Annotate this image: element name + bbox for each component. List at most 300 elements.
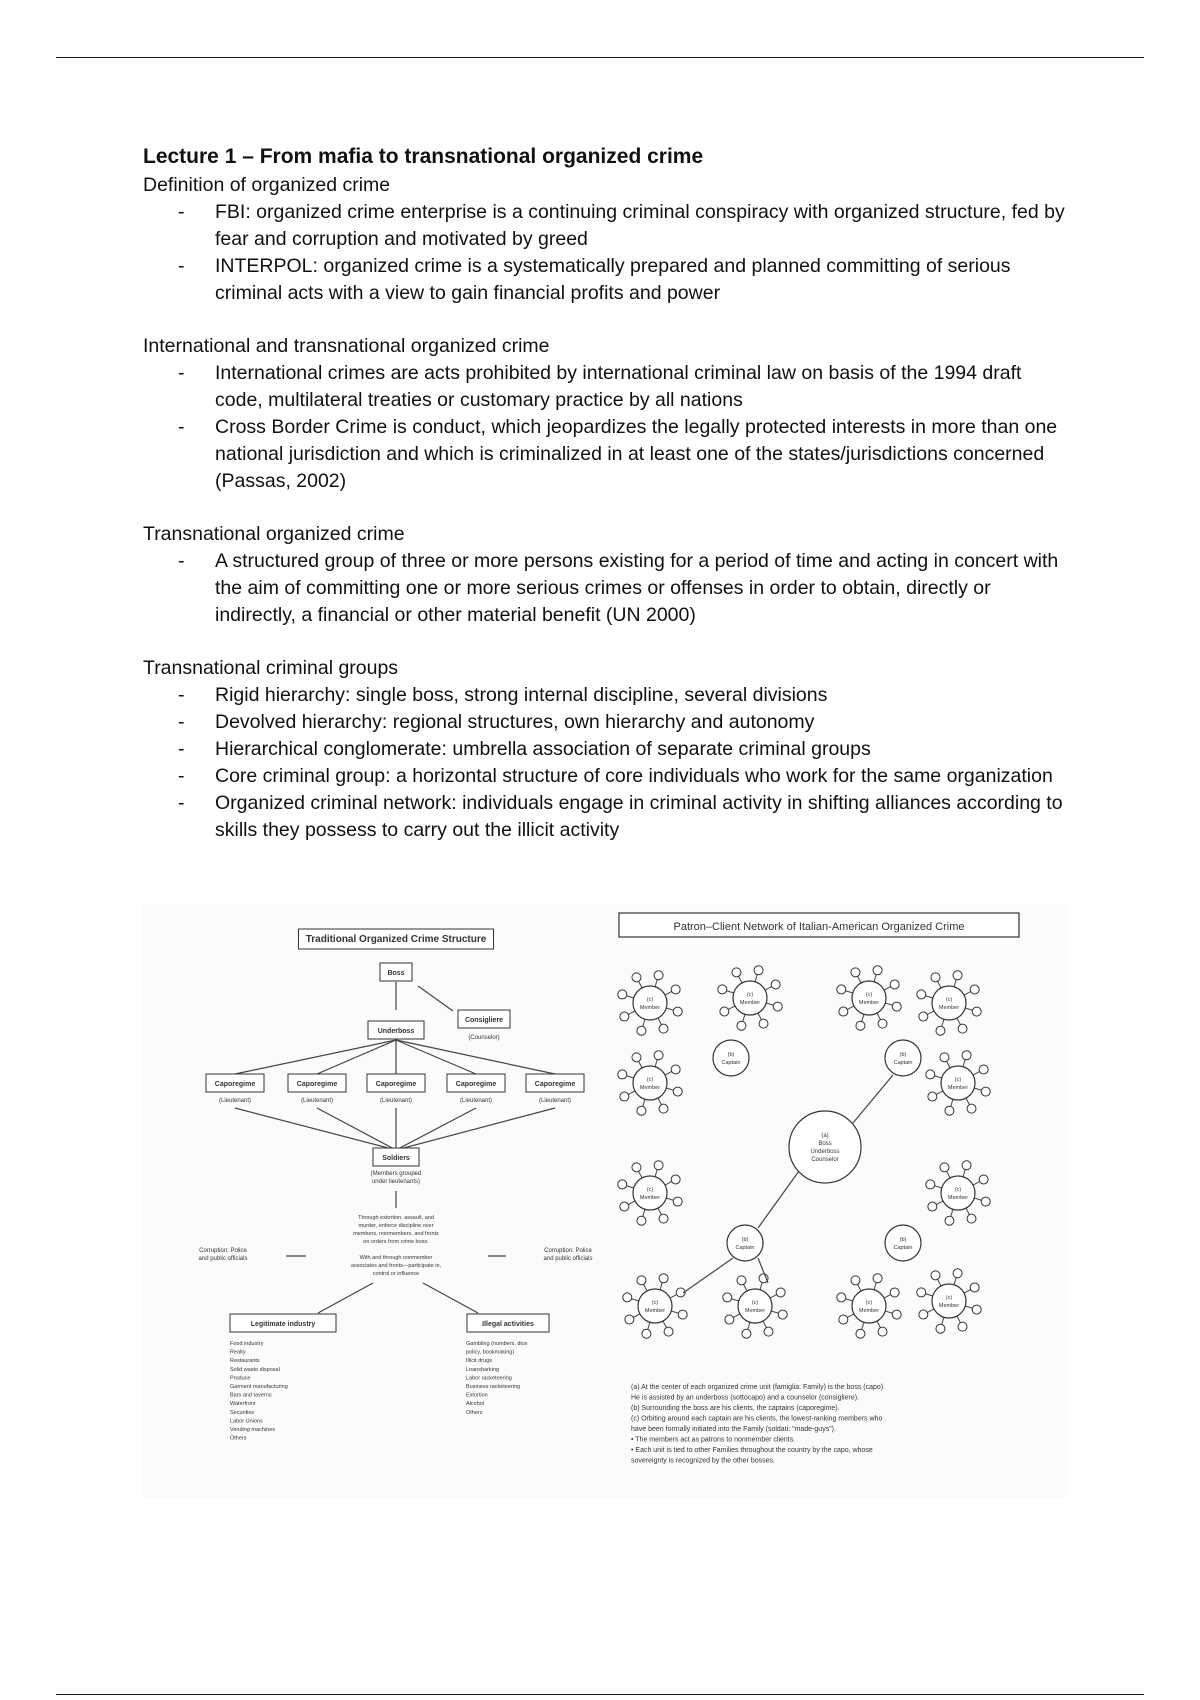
section-heading: International and transnational organized crime xyxy=(143,335,550,357)
client-circle xyxy=(945,1216,954,1225)
client-spoke xyxy=(665,1181,672,1185)
network-note: • The members act as patrons to nonmember clients. xyxy=(631,1436,796,1444)
client-spoke xyxy=(845,991,853,993)
client-circle xyxy=(981,1087,990,1096)
client-circle xyxy=(618,1180,627,1189)
client-circle xyxy=(962,1051,971,1060)
captain-member-link xyxy=(683,1258,733,1293)
section xyxy=(143,655,1073,844)
header-rule xyxy=(56,57,1144,58)
illegal-item: Loansharking xyxy=(466,1366,500,1373)
client-circle xyxy=(967,1214,976,1223)
client-spoke xyxy=(770,1294,777,1298)
network-title: Patron–Client Network of Italian-American Organized Crime xyxy=(673,921,965,933)
client-spoke xyxy=(946,1061,950,1068)
connector-line xyxy=(317,1108,396,1150)
client-circle xyxy=(851,968,860,977)
client-spoke xyxy=(758,1013,762,1020)
network-note: (b) Surrounding the boss are his clients, the captains (caporegime). xyxy=(631,1405,840,1412)
member-label: Member xyxy=(644,1308,666,1314)
client-spoke xyxy=(666,1088,674,1090)
client-circle xyxy=(958,1024,967,1033)
client-circle xyxy=(654,1161,663,1170)
client-circle xyxy=(979,1065,988,1074)
member-label: (c) xyxy=(646,997,654,1003)
network-note: • Each unit is tied to other Families throughout the country by the capo, whose xyxy=(631,1447,873,1454)
client-spoke xyxy=(942,1317,944,1325)
client-spoke xyxy=(847,1006,854,1010)
client-circle xyxy=(778,1310,787,1319)
connector-line xyxy=(235,1108,396,1150)
boss-label: Boss xyxy=(818,1141,832,1147)
legit-item: Realty xyxy=(230,1349,246,1356)
legitimate-industry-label: Legitimate industry xyxy=(250,1321,316,1328)
member-label: Member xyxy=(858,1000,880,1006)
client-spoke xyxy=(966,1098,970,1105)
captain-label: (b) xyxy=(727,1052,735,1058)
illegal-item: Gambling (numbers, dice xyxy=(466,1341,528,1347)
client-circle xyxy=(654,1051,663,1060)
client-circle xyxy=(673,1007,682,1016)
client-spoke xyxy=(942,1019,944,1027)
boss-label: Boss xyxy=(387,970,405,977)
client-spoke xyxy=(743,1284,747,1291)
client-spoke xyxy=(766,1003,774,1005)
client-circle xyxy=(917,990,926,999)
client-spoke xyxy=(658,1098,662,1105)
member-label: Member xyxy=(639,1085,661,1091)
client-circle xyxy=(771,980,780,989)
legit-item: Bars and taverns xyxy=(230,1392,272,1399)
associates-text: With and through nonmember xyxy=(359,1255,433,1261)
client-circle xyxy=(926,1180,935,1189)
client-circle xyxy=(754,966,763,975)
document-body xyxy=(143,143,1073,870)
client-circle xyxy=(659,1104,668,1113)
member-circle xyxy=(633,1066,667,1100)
member-label: Member xyxy=(947,1195,969,1201)
legit-item: Restaurants xyxy=(230,1358,260,1365)
member-label: Member xyxy=(938,1005,960,1011)
client-circle xyxy=(890,980,899,989)
client-circle xyxy=(945,1106,954,1115)
member-label: (c) xyxy=(945,1295,953,1301)
client-spoke xyxy=(670,1294,677,1298)
client-circle xyxy=(839,1007,848,1016)
client-circle xyxy=(678,1310,687,1319)
client-circle xyxy=(642,1329,651,1338)
network-note: sovereignty is recognized by the other bosses. xyxy=(631,1457,775,1465)
client-circle xyxy=(917,1288,926,1297)
member-circle xyxy=(738,1289,772,1323)
traditional-structure-diagram xyxy=(143,903,603,1498)
client-circle xyxy=(618,1070,627,1079)
client-spoke xyxy=(957,1316,961,1323)
captain-circle xyxy=(727,1225,763,1261)
underboss-label: Underboss xyxy=(377,1028,415,1035)
client-spoke xyxy=(877,1013,881,1020)
connector-line xyxy=(396,1040,476,1074)
client-spoke xyxy=(964,991,971,995)
client-spoke xyxy=(954,1277,956,1285)
client-spoke xyxy=(666,1008,674,1010)
client-spoke xyxy=(633,1314,640,1318)
member-label: Member xyxy=(639,1195,661,1201)
member-circle xyxy=(852,981,886,1015)
client-spoke xyxy=(937,981,941,988)
member-circle xyxy=(941,1176,975,1210)
client-circle xyxy=(972,1305,981,1314)
client-spoke xyxy=(951,1099,953,1107)
connector-line xyxy=(235,1040,396,1074)
client-circle xyxy=(776,1288,785,1297)
corruption-left: and public officials xyxy=(198,1256,248,1262)
legit-item: Produce xyxy=(230,1375,251,1382)
client-spoke xyxy=(643,1099,645,1107)
client-spoke xyxy=(885,1003,893,1005)
client-spoke xyxy=(743,1014,745,1022)
member-label: (c) xyxy=(954,1187,962,1193)
client-spoke xyxy=(966,1208,970,1215)
bullet-list xyxy=(143,199,1073,307)
client-spoke xyxy=(655,1169,657,1177)
illegal-item: policy, bookmaking) xyxy=(466,1349,515,1356)
client-spoke xyxy=(655,979,657,987)
illegal-item: Extortion xyxy=(466,1392,488,1399)
client-circle xyxy=(928,1202,937,1211)
client-circle xyxy=(773,1002,782,1011)
list-item: - Rigid hierarchy: single boss, strong internal discipline, several divisions xyxy=(215,682,1073,709)
client-circle xyxy=(737,1276,746,1285)
list-item: - Core criminal group: a horizontal structure of core individuals who work for the same organization xyxy=(215,763,1073,790)
illegal-item: Illicit drugs xyxy=(466,1358,492,1365)
client-spoke xyxy=(874,974,876,982)
client-circle xyxy=(637,1106,646,1115)
method-text: murder, enforce discipline over xyxy=(358,1223,434,1229)
client-circle xyxy=(972,1007,981,1016)
captain-circle xyxy=(885,1225,921,1261)
connector-line xyxy=(318,1283,373,1313)
client-circle xyxy=(873,966,882,975)
client-circle xyxy=(673,1087,682,1096)
client-circle xyxy=(936,1026,945,1035)
client-circle xyxy=(958,1322,967,1331)
client-circle xyxy=(919,1012,928,1021)
client-spoke xyxy=(877,1321,881,1328)
member-label: Member xyxy=(947,1085,969,1091)
client-circle xyxy=(637,1026,646,1035)
illegal-item: Business racketeering xyxy=(466,1384,521,1390)
legit-item: Garment manufacturing xyxy=(230,1384,288,1390)
caporegime-3-label: Caporegime xyxy=(375,1081,417,1088)
client-spoke xyxy=(965,1008,973,1010)
corruption-right: Corruption: Police xyxy=(544,1248,592,1254)
client-spoke xyxy=(973,1181,980,1185)
lieutenant-label: (Lieutenant) xyxy=(379,1098,413,1104)
client-circle xyxy=(873,1274,882,1283)
client-spoke xyxy=(628,1091,635,1095)
connector-line xyxy=(396,1040,555,1074)
boss-label: Counselor xyxy=(811,1157,839,1163)
client-circle xyxy=(673,1197,682,1206)
client-spoke xyxy=(660,1282,662,1290)
client-circle xyxy=(723,1293,732,1302)
member-label: (c) xyxy=(954,1077,962,1083)
member-label: (c) xyxy=(751,1300,759,1306)
client-circle xyxy=(970,1283,979,1292)
client-spoke xyxy=(965,1306,973,1308)
member-circle xyxy=(932,1284,966,1318)
client-circle xyxy=(931,1271,940,1280)
client-circle xyxy=(659,1214,668,1223)
client-circle xyxy=(926,1070,935,1079)
client-circle xyxy=(632,973,641,982)
client-spoke xyxy=(946,1171,950,1178)
client-spoke xyxy=(847,1314,854,1318)
section-heading: Transnational organized crime xyxy=(143,523,405,545)
captain-circle xyxy=(713,1040,749,1076)
list-item: - A structured group of three or more persons existing for a period of time and acting in concert with the aim of committing one or more serious crimes or offenses in order to obtain, directly or indirectly, a financial or other material benefit (UN 2000) xyxy=(215,548,1073,629)
client-circle xyxy=(659,1024,668,1033)
client-circle xyxy=(953,1269,962,1278)
lieutenant-label: (Lieutenant) xyxy=(218,1098,252,1104)
captain-label: Captain xyxy=(721,1060,741,1066)
member-label: (c) xyxy=(646,1187,654,1193)
list-item: - FBI: organized crime enterprise is a continuing criminal conspiracy with organized structure, fed by fear and corruption and motivated by greed xyxy=(215,199,1073,253)
client-circle xyxy=(878,1019,887,1028)
legit-item: Solid waste disposal xyxy=(230,1366,280,1373)
captain-label: Captain xyxy=(893,1245,913,1251)
client-circle xyxy=(970,985,979,994)
member-circle xyxy=(638,1289,672,1323)
client-spoke xyxy=(936,1201,943,1205)
captain-label: (b) xyxy=(899,1052,907,1058)
section xyxy=(143,172,1073,307)
client-spoke xyxy=(643,1284,647,1291)
client-spoke xyxy=(963,1169,965,1177)
client-circle xyxy=(892,1002,901,1011)
client-spoke xyxy=(666,1198,674,1200)
client-circle xyxy=(637,1276,646,1285)
legit-item: Labor Unions xyxy=(230,1418,263,1425)
caporegime-4-label: Caporegime xyxy=(455,1081,497,1088)
client-spoke xyxy=(658,1208,662,1215)
client-circle xyxy=(764,1327,773,1336)
client-spoke xyxy=(731,1299,739,1301)
client-spoke xyxy=(964,1289,971,1293)
legit-item: Vending machines xyxy=(230,1427,275,1433)
member-label: Member xyxy=(938,1303,960,1309)
connector-line xyxy=(396,1108,476,1150)
client-spoke xyxy=(631,1299,639,1301)
client-spoke xyxy=(974,1088,982,1090)
client-circle xyxy=(928,1092,937,1101)
list-item: - Cross Border Crime is conduct, which jeopardizes the legally protected interests in more than one national jurisdiction and which is criminalized in at least one of the states/jurisdictions concerned (Passas, 2002) xyxy=(215,414,1073,495)
network-note: (c) Orbiting around each captain are his clients, the lowest-ranking members who xyxy=(631,1415,883,1423)
soldiers-label: Soldiers xyxy=(382,1155,410,1162)
corruption-right: and public officials xyxy=(543,1256,593,1262)
boss-label: Underboss xyxy=(810,1149,840,1155)
member-label: (c) xyxy=(945,997,953,1003)
client-spoke xyxy=(874,1282,876,1290)
client-spoke xyxy=(954,979,956,987)
client-spoke xyxy=(628,1201,635,1205)
patron-client-network-diagram xyxy=(613,903,1068,1498)
client-spoke xyxy=(884,986,891,990)
client-spoke xyxy=(638,1061,642,1068)
client-circle xyxy=(625,1315,634,1324)
client-spoke xyxy=(937,1279,941,1286)
consigliere-label: Consigliere xyxy=(464,1017,504,1024)
client-spoke xyxy=(885,1311,893,1313)
client-circle xyxy=(878,1327,887,1336)
client-circle xyxy=(936,1324,945,1333)
member-label: (c) xyxy=(646,1077,654,1083)
member-label: Member xyxy=(739,1000,761,1006)
lieutenant-label: (Lieutenant) xyxy=(459,1098,493,1104)
client-circle xyxy=(837,1293,846,1302)
bullet-list xyxy=(143,360,1073,495)
client-circle xyxy=(659,1274,668,1283)
client-circle xyxy=(962,1161,971,1170)
client-circle xyxy=(967,1104,976,1113)
client-spoke xyxy=(655,1059,657,1067)
client-spoke xyxy=(973,1071,980,1075)
boss-circle xyxy=(789,1111,861,1183)
connector-line xyxy=(317,1040,396,1074)
client-circle xyxy=(620,1012,629,1021)
caporegime-1-label: Caporegime xyxy=(214,1081,256,1088)
lieutenant-label: (Lieutenant) xyxy=(300,1098,334,1104)
captain-label: Captain xyxy=(893,1060,913,1066)
client-circle xyxy=(851,1276,860,1285)
connector-line xyxy=(418,986,453,1011)
client-spoke xyxy=(638,1171,642,1178)
patron-link xyxy=(853,1075,893,1123)
network-note: He is assisted by an underboss (sottocapo) and a counselor (consigliere). xyxy=(631,1394,860,1402)
client-circle xyxy=(979,1175,988,1184)
caporegime-2-label: Caporegime xyxy=(296,1081,338,1088)
client-spoke xyxy=(857,976,861,983)
associates-text: control or influence xyxy=(372,1271,420,1277)
client-circle xyxy=(664,1327,673,1336)
legit-item: Food industry xyxy=(230,1341,264,1347)
client-circle xyxy=(940,1163,949,1172)
client-spoke xyxy=(728,1006,735,1010)
member-label: (c) xyxy=(865,992,873,998)
associates-text: associates and fronts—participate in, xyxy=(350,1263,442,1269)
client-circle xyxy=(981,1197,990,1206)
client-spoke xyxy=(934,1186,942,1188)
illegal-item: Others xyxy=(466,1409,483,1416)
client-spoke xyxy=(925,1294,933,1296)
client-spoke xyxy=(862,1322,864,1330)
client-spoke xyxy=(671,1311,679,1313)
client-spoke xyxy=(936,1091,943,1095)
client-spoke xyxy=(927,1011,934,1015)
client-circle xyxy=(620,1202,629,1211)
member-label: Member xyxy=(744,1308,766,1314)
list-item: - Organized criminal network: individuals engage in criminal activity in shifting alliances according to skills they possess to carry out the illicit activity xyxy=(215,790,1073,844)
section-heading: Transnational criminal groups xyxy=(143,657,399,679)
method-text: members, nonmembers, and frontz xyxy=(353,1231,439,1237)
client-spoke xyxy=(957,1018,961,1025)
client-circle xyxy=(856,1329,865,1338)
member-label: (c) xyxy=(865,1300,873,1306)
bullet-list xyxy=(143,682,1073,844)
client-circle xyxy=(671,985,680,994)
client-spoke xyxy=(771,1311,779,1313)
lecture-title: Lecture 1 – From mafia to transnational organized crime xyxy=(143,145,704,168)
client-circle xyxy=(623,1293,632,1302)
member-label: (c) xyxy=(746,992,754,998)
connector-line xyxy=(423,1283,478,1313)
client-circle xyxy=(919,1310,928,1319)
client-spoke xyxy=(626,996,634,998)
client-spoke xyxy=(643,1019,645,1027)
client-spoke xyxy=(643,1209,645,1217)
client-spoke xyxy=(862,1014,864,1022)
client-spoke xyxy=(925,996,933,998)
client-spoke xyxy=(638,981,642,988)
client-circle xyxy=(892,1310,901,1319)
client-circle xyxy=(837,985,846,994)
client-spoke xyxy=(626,1076,634,1078)
client-circle xyxy=(637,1216,646,1225)
client-circle xyxy=(671,1065,680,1074)
client-spoke xyxy=(665,1071,672,1075)
client-spoke xyxy=(748,1322,750,1330)
method-text: Through extortion, assault, and xyxy=(358,1215,434,1221)
client-spoke xyxy=(857,1284,861,1291)
client-spoke xyxy=(760,1282,762,1290)
caporegime-5-label: Caporegime xyxy=(534,1081,576,1088)
member-circle xyxy=(733,981,767,1015)
client-spoke xyxy=(738,976,742,983)
member-circle xyxy=(633,986,667,1020)
client-spoke xyxy=(755,974,757,982)
member-label: Member xyxy=(639,1005,661,1011)
list-item: - Hierarchical conglomerate: umbrella association of separate criminal groups xyxy=(215,736,1073,763)
network-note: have been formally initiated into the Family (soldati: "made-guys"). xyxy=(631,1426,836,1433)
list-item: - Devolved hierarchy: regional structures, own hierarchy and autonomy xyxy=(215,709,1073,736)
client-circle xyxy=(718,985,727,994)
client-circle xyxy=(720,1007,729,1016)
client-spoke xyxy=(663,1321,667,1328)
boss-label: (a) xyxy=(821,1133,829,1139)
client-circle xyxy=(759,1019,768,1028)
connector-line xyxy=(396,1108,555,1150)
soldiers-subtitle: under lieutenants) xyxy=(371,1179,421,1185)
client-spoke xyxy=(934,1076,942,1078)
client-spoke xyxy=(726,991,734,993)
client-circle xyxy=(737,1021,746,1030)
client-circle xyxy=(671,1175,680,1184)
member-label: (c) xyxy=(651,1300,659,1306)
client-circle xyxy=(742,1329,751,1338)
list-item: - International crimes are acts prohibited by international criminal law on basis of the 1994 draft code, multilateral treaties or customary practice by all nations xyxy=(215,360,1073,414)
illegal-item: Labor racketeering xyxy=(466,1375,512,1382)
legit-item: Waterfront xyxy=(230,1401,256,1408)
consigliere-subtitle: (Counselor) xyxy=(468,1035,500,1041)
client-circle xyxy=(953,971,962,980)
illegal-item: Alcohol xyxy=(466,1401,485,1408)
client-spoke xyxy=(845,1299,853,1301)
client-spoke xyxy=(884,1294,891,1298)
client-spoke xyxy=(665,991,672,995)
member-label: Member xyxy=(858,1308,880,1314)
method-text: on orders from crime boss. xyxy=(363,1239,429,1245)
